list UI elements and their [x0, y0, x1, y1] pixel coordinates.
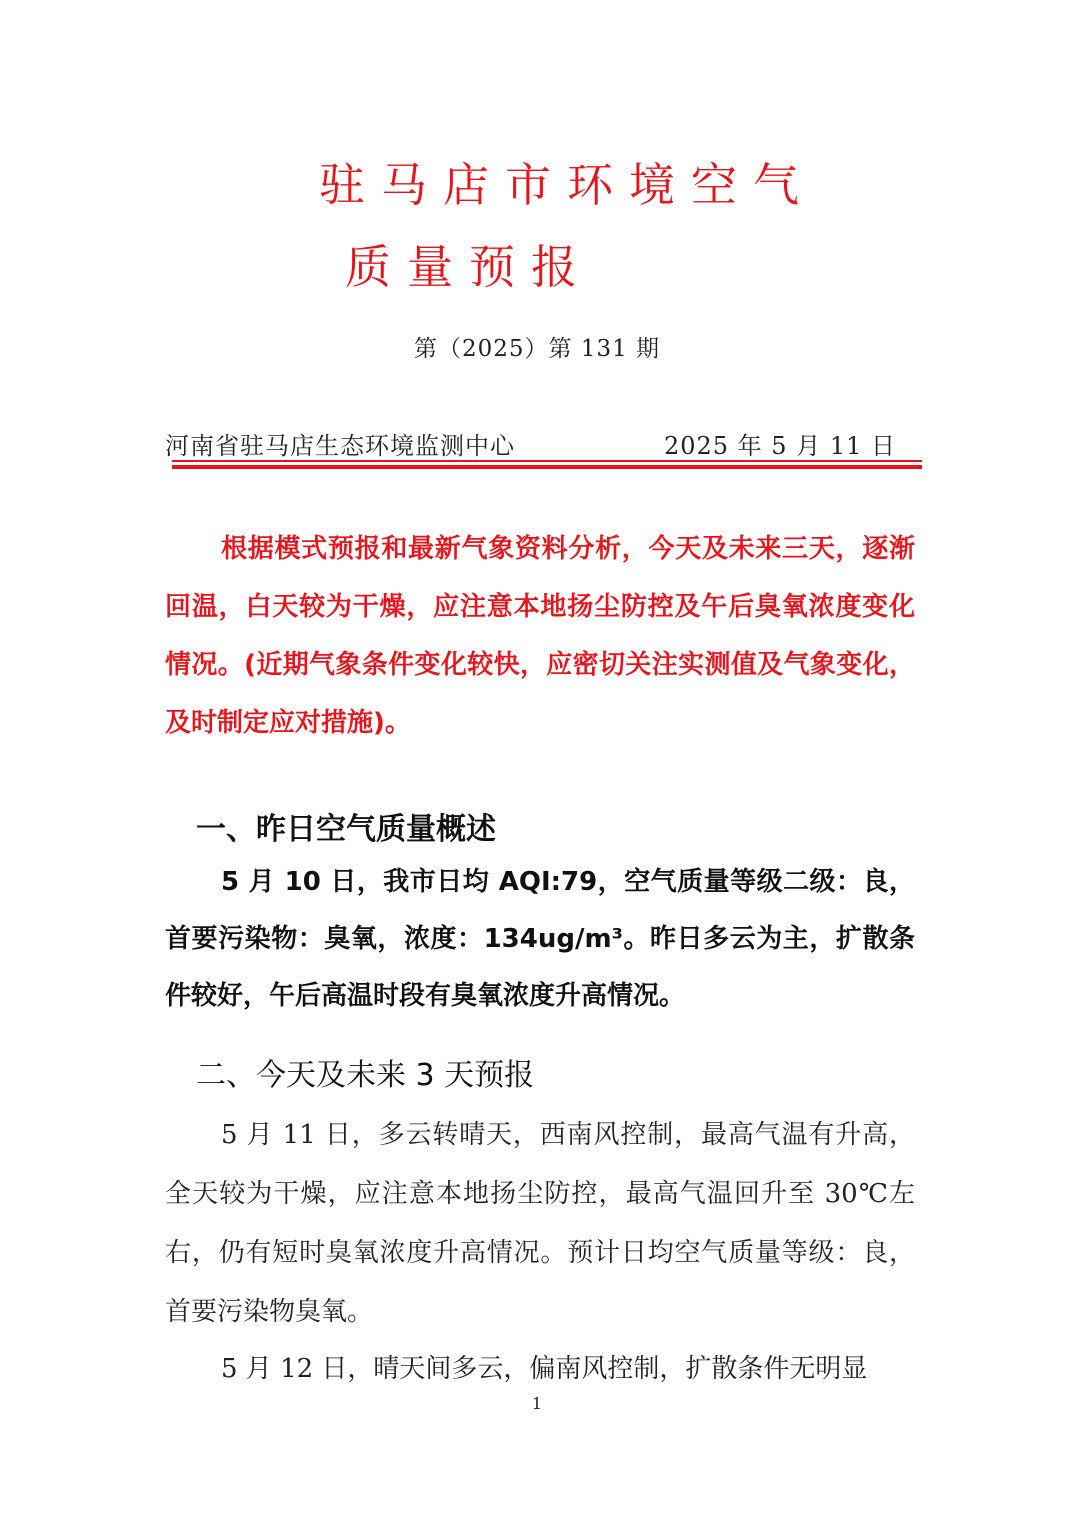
section-1-body: 5 月 10 日，我市日均 AQI:79，空气质量等级二级：良，首要污染物：臭氧，浓度：134ug/m³。昨日多云为主，扩散条件较好，午后高温时段有臭氧浓度升高情况。 — [165, 867, 915, 1011]
issue-number: 第（2025）第 131 期 — [413, 336, 661, 362]
issue-date: 2025 年 5 月 11 日 — [663, 432, 896, 460]
header-divider-thin — [172, 460, 922, 462]
lead-summary-paragraph: 根据模式预报和最新气象资料分析，今天及未来三天，逐渐回温，白天较为干燥，应注意本地扬尘防控及午后臭氧浓度变化情况。(近期气象条件变化较快，应密切关注实测值及气象变化，及时制定应对措施)。 — [165, 534, 915, 738]
header-divider-thick — [172, 465, 922, 469]
forecast-paragraph-may-11: 5 月 11 日，多云转晴天，西南风控制，最高气温有升高，全天较为干燥，应注意本地扬尘防控，最高气温回升至 30℃左右，仍有短时臭氧浓度升高情况。预计日均空气质量等级：良，首要污染物臭氧。 — [165, 1120, 915, 1327]
forecast-paragraph-may-12: 5 月 12 日，晴天间多云，偏南风控制，扩散条件无明显 — [221, 1354, 868, 1384]
report-title-line-2: 质量预报 — [345, 240, 593, 294]
issuing-organization: 河南省驻马店生态环境监测中心 — [165, 432, 515, 460]
masthead-row — [165, 426, 910, 458]
report-title-line-1: 驻马店市环境空气 — [319, 158, 815, 212]
section-1-heading: 一、昨日空气质量概述 — [196, 812, 496, 847]
page-number: 1 — [531, 1394, 543, 1413]
section-2-heading: 二、今天及未来 3 天预报 — [196, 1058, 535, 1093]
